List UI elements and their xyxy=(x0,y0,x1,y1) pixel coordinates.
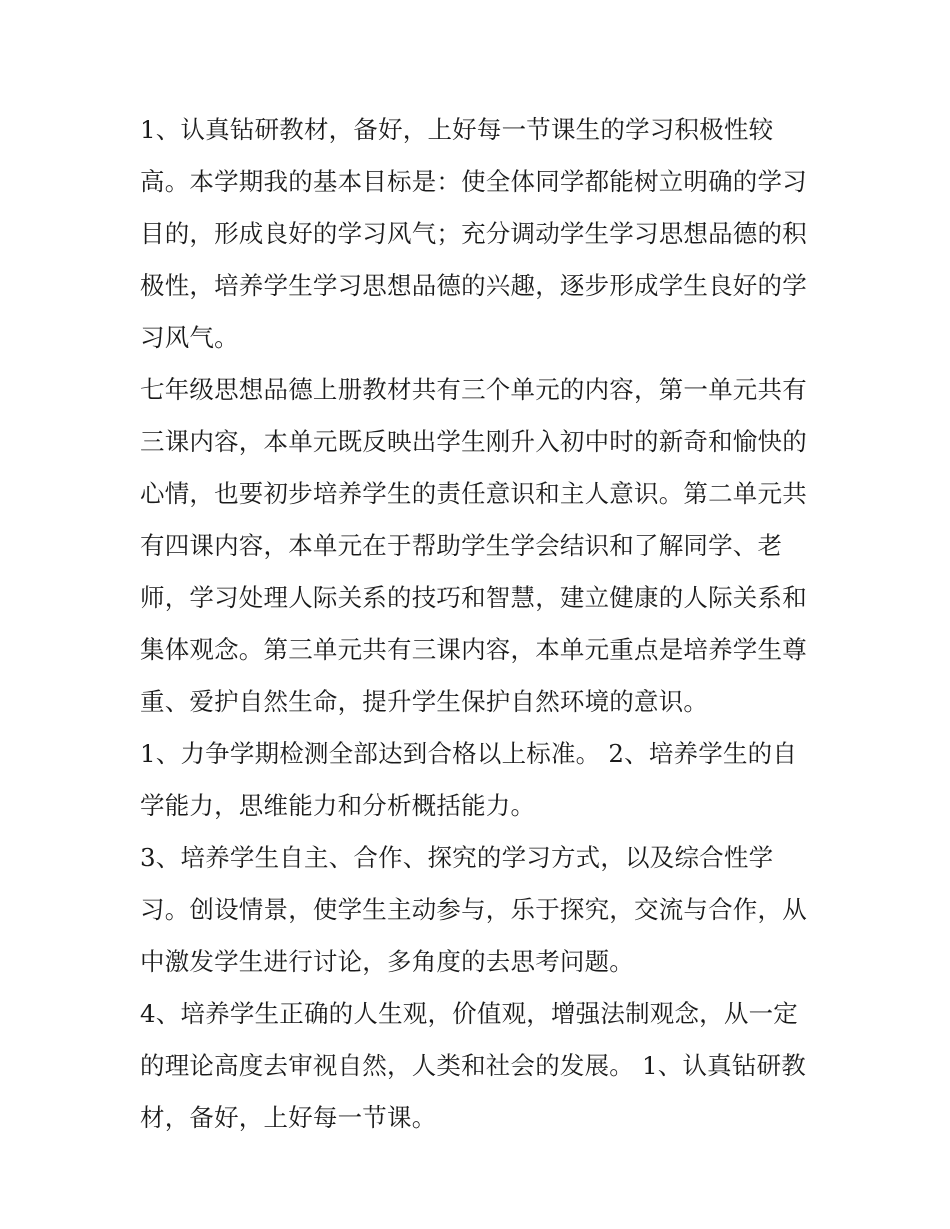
text-line: 习。创设情景，使学生主动参与，乐于探究，交流与合作，从 xyxy=(140,895,807,924)
text-line: 七年级思想品德上册教材共有三个单元的内容，第一单元共有 xyxy=(140,375,807,404)
text-line: 材，备好，上好每一节课。 xyxy=(140,1103,437,1132)
text-line: 的理论高度去审视自然，人类和社会的发展。 1、认真钻研教 xyxy=(140,1051,806,1080)
paragraph-1 xyxy=(140,104,820,364)
text-line: 目的，形成良好的学习风气；充分调动学生学习思想品德的积 xyxy=(140,219,807,248)
text-line: 极性，培养学生学习思想品德的兴趣，逐步形成学生良好的学 xyxy=(140,271,807,300)
text-line: 4、培养学生正确的人生观，价值观，增强法制观念，从一定 xyxy=(140,999,798,1028)
text-line: 中激发学生进行讨论，多角度的去思考问题。 xyxy=(140,947,634,976)
document-body xyxy=(140,104,820,1144)
text-line: 3、培养学生自主、合作、探究的学习方式，以及综合性学 xyxy=(140,843,774,872)
paragraph-2 xyxy=(140,364,820,728)
text-line: 学能力，思维能力和分析概括能力。 xyxy=(140,791,536,820)
text-line: 集体观念。第三单元共有三课内容，本单元重点是培养学生尊 xyxy=(140,635,807,664)
paragraph-3 xyxy=(140,728,820,832)
text-line: 重、爱护自然生命，提升学生保护自然环境的意识。 xyxy=(140,687,709,716)
text-line: 有四课内容，本单元在于帮助学生学会结识和了解同学、老 xyxy=(140,531,783,560)
paragraph-5 xyxy=(140,988,820,1144)
text-line: 三课内容，本单元既反映出学生刚升入初中时的新奇和愉快的 xyxy=(140,427,807,456)
text-line: 师，学习处理人际关系的技巧和智慧，建立健康的人际关系和 xyxy=(140,583,807,612)
text-line: 高。本学期我的基本目标是：使全体同学都能树立明确的学习 xyxy=(140,167,807,196)
text-line: 1、力争学期检测全部达到合格以上标准。 2、培养学生的自 xyxy=(140,739,798,768)
paragraph-4 xyxy=(140,832,820,988)
text-line: 心情，也要初步培养学生的责任意识和主人意识。第二单元共 xyxy=(140,479,807,508)
text-line: 习风气。 xyxy=(140,323,239,352)
text-line: 1、认真钻研教材，备好，上好每一节课生的学习积极性较 xyxy=(140,115,774,144)
